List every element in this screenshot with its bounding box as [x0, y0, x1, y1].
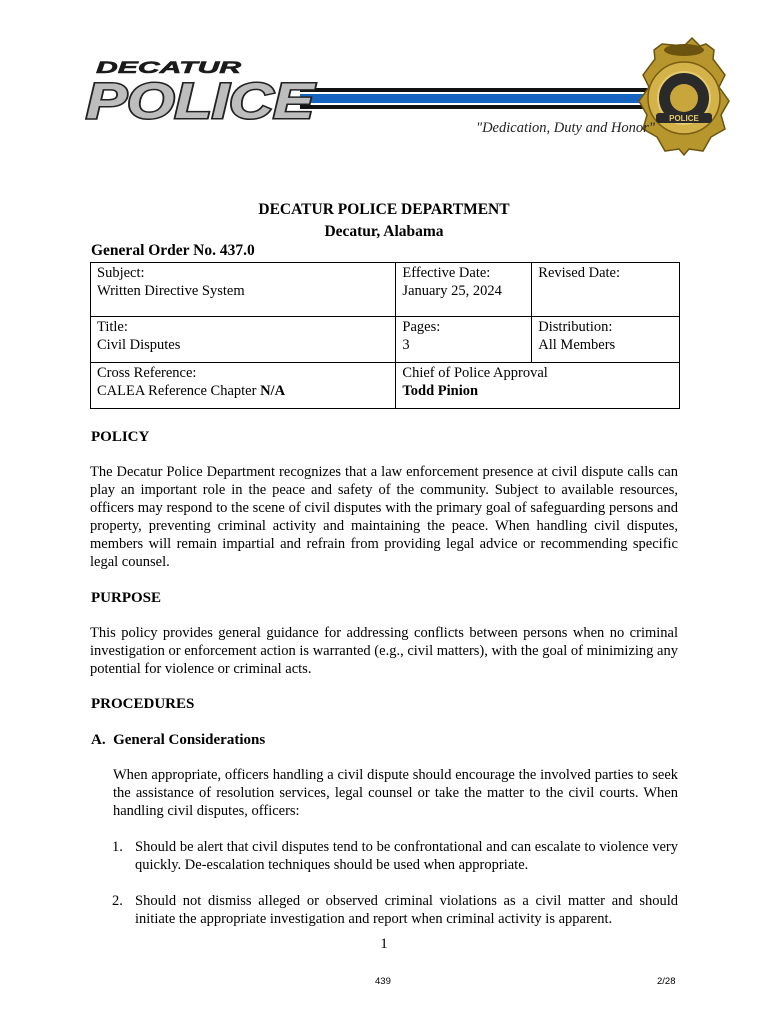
policy-paragraph: The Decatur Police Department recognizes that a law enforcement presence at civil dispute calls can play an important role in the peace and safety of the community. Subject to available resources, officers may respond to the scene of civil disputes with the primary goal of safeguarding persons and property, preventing criminal activity and maintaining the peace. When handling civil disputes, members will remain impartial and refrain from providing legal advice or recommending specific legal counsel.: [90, 464, 678, 570]
table-row: [91, 317, 680, 363]
police-badge-icon: [639, 38, 729, 155]
pages-value: 3: [402, 337, 410, 353]
revised-date-cell: [532, 263, 680, 317]
general-considerations-heading: A. General Considerations: [91, 732, 266, 748]
motto: "Dedication, Duty and Honor": [476, 120, 655, 136]
svg-text:DECATUR: DECATUR: [96, 58, 243, 77]
cross-reference-label: Cross Reference:: [97, 365, 197, 381]
decatur-police-logo: [86, 58, 316, 129]
list-item-number: 1.: [112, 839, 123, 855]
purpose-paragraph: This policy provides general guidance for addressing conflicts between persons when no criminal investigation or enforcement action is warranted (e.g., civil matters), with the goal of minimizing any potential for violence or criminal acts.: [90, 625, 678, 677]
title-label: Title:: [97, 319, 128, 335]
list-item-text: Should be alert that civil disputes tend to be confrontational and can escalate to violence very quickly. De-escalation techniques should be used when appropriate.: [135, 839, 678, 873]
title-cell: [91, 317, 396, 363]
svg-text:POLICE: POLICE: [86, 73, 317, 129]
list-item-number: 2.: [112, 893, 123, 909]
page-number: 1: [380, 936, 388, 952]
pages-cell: [396, 317, 532, 363]
cross-reference-value: [97, 382, 389, 400]
title-value: Civil Disputes: [97, 337, 181, 353]
table-row: [91, 363, 680, 409]
document-page-number: 439: [375, 976, 391, 987]
department-title: DECATUR POLICE DEPARTMENT: [258, 201, 510, 218]
cross-reference-prefix: CALEA Reference Chapter: [97, 383, 261, 399]
general-considerations-paragraph: When appropriate, officers handling a civil dispute should encourage the involved parties to seek the assistance of resolution services, legal counsel or take the matter to the civil courts. When handling civil disputes, officers:: [113, 767, 678, 819]
approval-cell: [396, 363, 680, 409]
cross-reference-cell: [91, 363, 396, 409]
general-order-number: General Order No. 437.0: [91, 242, 255, 259]
subject-value: Written Directive System: [97, 283, 245, 299]
department-city: Decatur, Alabama: [324, 223, 444, 240]
effective-date-cell: [396, 263, 532, 317]
distribution-value: All Members: [538, 337, 616, 353]
subject-cell: [91, 263, 396, 317]
page-count: 2/28: [657, 976, 676, 987]
subject-label: Subject:: [97, 265, 145, 281]
approval-label: Chief of Police Approval: [402, 365, 548, 381]
list-item-text: Should not dismiss alleged or observed criminal violations as a civil matter and should initiate the appropriate investigation and report when criminal activity is apparent.: [135, 893, 678, 927]
cross-reference-chapter: N/A: [260, 383, 286, 399]
distribution-label: Distribution:: [538, 319, 613, 335]
directive-header-table: [90, 262, 680, 409]
approval-value: Todd Pinion: [402, 383, 479, 399]
distribution-cell: [532, 317, 680, 363]
effective-date-label: Effective Date:: [402, 265, 491, 281]
purpose-heading: PURPOSE: [91, 590, 162, 606]
effective-date-value: January 25, 2024: [402, 283, 502, 299]
policy-heading: POLICY: [91, 429, 150, 445]
revised-date-label: Revised Date:: [538, 265, 621, 281]
table-row: [91, 263, 680, 317]
header-banner: [0, 0, 768, 170]
pages-label: Pages:: [402, 319, 441, 335]
svg-text:POLICE: POLICE: [669, 114, 699, 123]
procedures-heading: PROCEDURES: [91, 696, 195, 712]
